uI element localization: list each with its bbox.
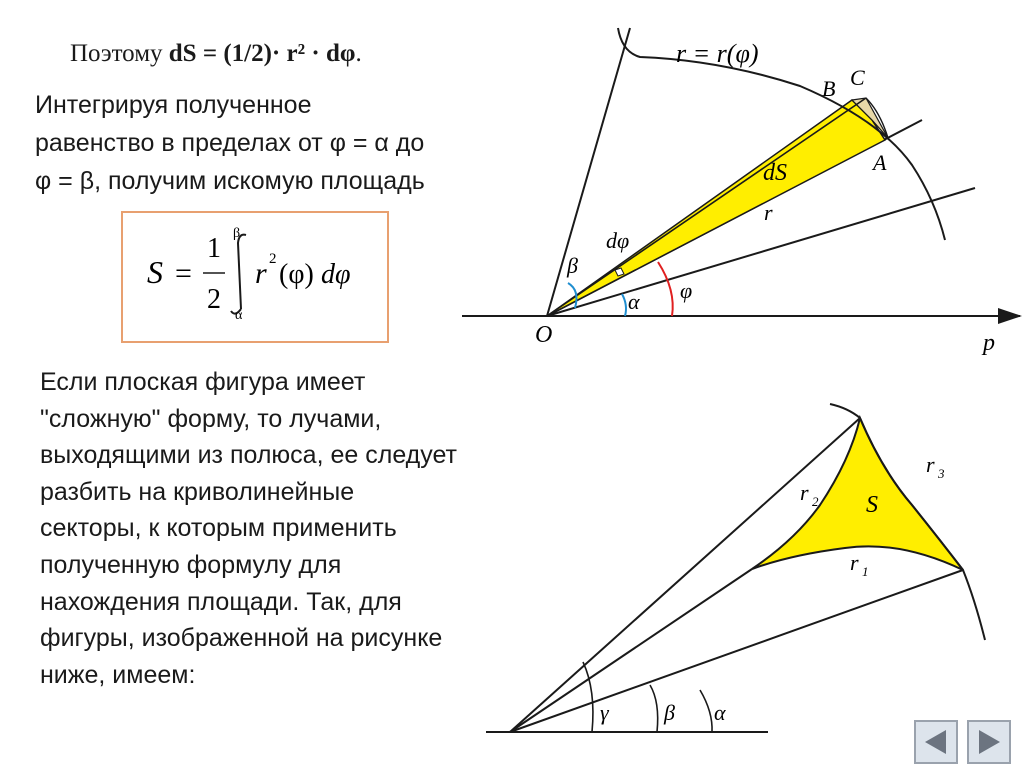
previous-slide-button[interactable] (914, 720, 958, 764)
angle-phi-arc (658, 262, 673, 316)
paragraph2-line: Если плоская фигура имеет (40, 368, 366, 396)
label-r2: r (800, 480, 809, 505)
formula-exponent: 2 (269, 251, 277, 267)
angle-beta2-arc (650, 685, 658, 732)
formula-r: r (255, 257, 267, 290)
label-phi: φ (680, 278, 693, 303)
label-dphi: dφ (606, 228, 630, 253)
paragraph2-line: нахождения площади. Так, для (40, 587, 402, 616)
ds-formula: dS = (1/2)· r² · dφ (168, 40, 356, 67)
label-C: C (850, 65, 865, 90)
paragraph1-line: Интегрируя полученное (35, 91, 312, 119)
angle-gamma-arc (583, 662, 593, 732)
triangle-left-icon (921, 727, 951, 757)
label-S: S (866, 492, 878, 518)
label-r: r (764, 200, 773, 225)
ray-gamma (510, 418, 860, 732)
complex-figure-diagram (486, 404, 985, 732)
integral-lower-limit: α (235, 308, 243, 323)
angle-alpha-arc (622, 294, 626, 316)
paragraph2-line: полученную формулу для (40, 550, 342, 579)
paragraph2-line: выходящими из полюса, ее следует (40, 441, 458, 470)
paragraph2-line: "сложную" форму, то лучами, (40, 404, 382, 433)
label-alpha: α (628, 289, 640, 314)
region-S (752, 418, 963, 570)
formula-line-prefix: Поэтому (70, 40, 169, 67)
label-r3: r (926, 452, 935, 477)
label-r2-sub: 2 (812, 494, 819, 509)
paragraph1-line: равенство в пределах от φ = α до (35, 129, 425, 157)
triangle-right-icon (974, 727, 1004, 757)
formula-dphi: dφ (321, 259, 351, 290)
label-r1: r (850, 550, 859, 575)
label-beta-2: β (664, 700, 675, 725)
formula-S: S (147, 254, 163, 290)
sector-dS (547, 100, 885, 316)
angle-alpha2-arc (700, 690, 712, 732)
formula-denominator: 2 (207, 284, 221, 315)
label-p: p (983, 330, 995, 356)
label-r3-sub: 3 (938, 466, 945, 481)
ray-alpha-2 (510, 570, 963, 732)
ray-C (547, 98, 866, 316)
paragraph2-line: фигуры, изображенной на рисунке (40, 624, 443, 653)
formula-argument: (φ) (279, 259, 314, 290)
label-curve: r = r(φ) (676, 39, 759, 68)
formula-line-suffix: . (355, 40, 362, 67)
label-dS: dS (763, 160, 787, 186)
label-A: A (873, 150, 887, 175)
paragraph2-line: разбить на криволинейные (40, 477, 355, 506)
label-beta: β (567, 253, 578, 278)
paragraph1-line: φ = β, получим искомую площадь (35, 167, 425, 195)
label-O: O (535, 322, 553, 348)
integral-upper-limit: β (233, 226, 241, 241)
polar-sector-diagram (462, 28, 1020, 356)
paragraph2-line: ниже, имеем: (40, 660, 196, 689)
label-gamma: γ (600, 700, 609, 725)
label-alpha-2: α (714, 700, 726, 725)
formula-equals: = (175, 257, 192, 290)
formula-numerator: 1 (207, 233, 221, 264)
label-r1-sub: 1 (862, 564, 869, 579)
next-slide-button[interactable] (967, 720, 1011, 764)
paragraph2-line: секторы, к которым применить (40, 514, 397, 543)
label-B: B (822, 76, 836, 101)
